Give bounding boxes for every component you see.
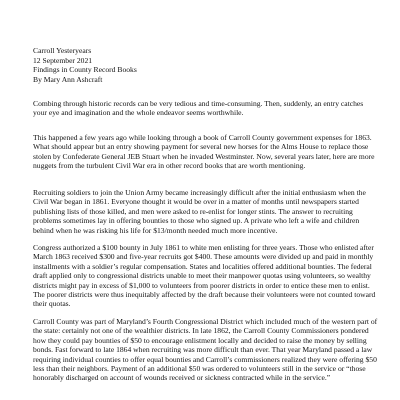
article-byline: By Mary Ann Ashcraft [33, 74, 103, 84]
paragraph-intro: Combing through historic records can be very tedious and time-consuming. Then, suddenly, an entry catches your eye and imagination and the whole endeavor seems worthwhile. [33, 99, 364, 118]
paragraph-recruiting: Recruiting soldiers to join the Union Army became increasingly difficult after the initial enthusiasm when the Civil War began in 1861. Everyone thought it would be over in a matter of months until newspapers started publishing lists of those killed, and men were asked to re-enlist for longer stints. The answer to recruiting problems sometimes lay in offering bounties to those who signed up. A private who left a wife and children behind when he was risking his life for $13/month needed much more incentive. [33, 188, 366, 235]
column-series-name: Carroll Yesteryears [33, 46, 92, 55]
paragraph-alms-house: This happened a few years ago while looking through a book of Carroll County government expenses for 1863. What should appear but an entry showing payment for several new horses for the Alms House to replace those stolen by Confederate General JEB Stuart when he invaded Westminster. Now, several years later, here are more nuggets from the turbulent Civil War era in other record books that are worth mentioning. [33, 133, 375, 171]
paragraph-carroll-county: Carroll County was part of Maryland’s Fourth Congressional District which included much of the western part of the state: certainly not one of the wealthier districts. In late 1862, the Carroll County Commissioners pondered how they could pay bounties of $50 to encourage enlistment locally and decided to raise the money by selling bonds. Fast forward to late 1864 when recruiting was more difficult than ever. That year Maryland passed a law requiring individual counties to offer equal bounties and Carroll’s commissioners realized they were offering $50 less than their neighbors. Payment of an additional $50 was ordered to volunteers still in the service or “those honorably discharged on account of wounds received or sickness contracted while in the service.” [33, 317, 378, 383]
paragraph-bounties: Congress authorized a $100 bounty in July 1861 to white men enlisting for three years. Those who enlisted after March 1863 received $300 and five-year recruits got $400. These amounts were divided up and paid in monthly installments with a soldier’s regular compensation. States and localities offered additional bounties. The federal draft applied only to congressional districts unable to meet their manpower quotas using volunteers, so wealthy districts might pay in excess of $1,000 to volunteers from poorer districts in order to entice these men to enlist. The poorer districts were thus inequitably affected by the draft because their volunteers were not counted toward their quotas. [33, 243, 376, 309]
article-header [33, 46, 373, 84]
article-title: Findings in County Record Books [33, 65, 137, 75]
article-date: 12 September 2021 [33, 55, 93, 65]
